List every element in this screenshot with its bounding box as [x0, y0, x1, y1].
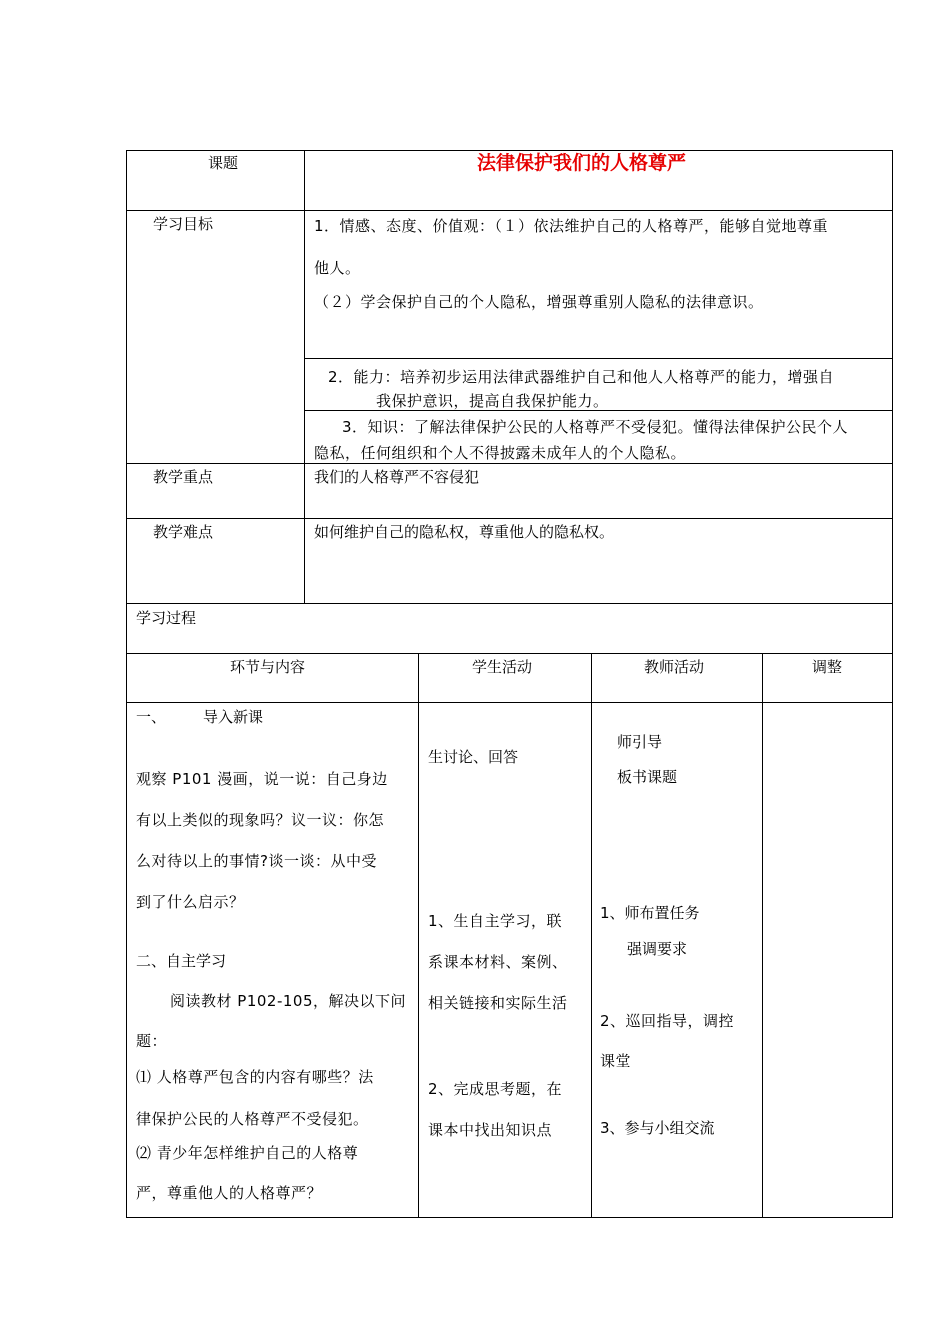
- teacher-activity-5-line: 课堂: [600, 1052, 632, 1070]
- section-1-title: 导入新课: [203, 708, 264, 726]
- row-divider: [126, 518, 893, 519]
- col-divider: [762, 653, 763, 1218]
- col-divider: [418, 653, 419, 1218]
- section-2-line: 严，尊重他人的人格尊严？: [136, 1184, 323, 1202]
- section-2-line: 律保护公民的人格尊严不受侵犯。: [136, 1110, 369, 1128]
- row-divider: [126, 603, 893, 604]
- table-border-right: [892, 150, 893, 1218]
- col-divider: [304, 150, 305, 604]
- row-divider: [126, 702, 893, 703]
- teacher-activity-2: 板书课题: [617, 768, 678, 786]
- col-divider: [591, 653, 592, 1218]
- goal-1-line-2: 他人。: [314, 259, 361, 277]
- table-border-bottom: [126, 1217, 893, 1218]
- student-activity-2-line: 相关链接和实际生活: [428, 994, 568, 1012]
- table-border-top: [126, 150, 893, 151]
- goal-3-line-1: 3．知识：了解法律保护公民的人格尊严不受侵犯。懂得法律保护公民个人: [342, 418, 849, 436]
- teacher-activity-6: 3、参与小组交流: [600, 1119, 715, 1137]
- col-header-teacher: 教师活动: [644, 658, 705, 676]
- table-border-left: [126, 150, 127, 1218]
- section-1-number: 一、: [136, 708, 167, 726]
- goal-1-line-3: （２）学会保护自己的个人隐私，增强尊重别人隐私的法律意识。: [314, 293, 764, 311]
- difficulty-text: 如何维护自己的隐私权，尊重他人的隐私权。: [314, 523, 615, 541]
- goals-label: 学习目标: [153, 215, 214, 233]
- topic-label: 课题: [208, 154, 239, 172]
- section-2-line: 阅读教材 P102-105，解决以下问: [170, 992, 406, 1010]
- student-activity-2-line: 1、生自主学习，联: [428, 912, 563, 930]
- col-header-content: 环节与内容: [230, 658, 306, 676]
- teacher-activity-5-line: 2、巡回指导，调控: [600, 1012, 735, 1030]
- teacher-activity-3: 1、师布置任务: [600, 904, 700, 922]
- section-1-line: 有以上类似的现象吗？议一议：你怎: [136, 811, 385, 829]
- goal-2-line-1: 2．能力：培养初步运用法律武器维护自己和他人人格尊严的能力，增强自: [328, 368, 835, 386]
- col-header-student: 学生活动: [472, 658, 533, 676]
- difficulty-label: 教学难点: [153, 523, 214, 541]
- section-2-line: ⑵ 青少年怎样维护自己的人格尊: [136, 1144, 359, 1162]
- teacher-activity-4: 强调要求: [627, 940, 688, 958]
- section-1-line: 观察 P101 漫画，说一说：自己身边: [136, 770, 388, 788]
- row-divider: [304, 358, 893, 359]
- row-divider: [126, 463, 893, 464]
- student-activity-2-line: 系课本材料、案例、: [428, 953, 568, 971]
- key-point-label: 教学重点: [153, 468, 214, 486]
- goal-2-line-2: 我保护意识，提高自我保护能力。: [376, 392, 609, 410]
- student-activity-3-line: 2、完成思考题，在: [428, 1080, 563, 1098]
- key-point-text: 我们的人格尊严不容侵犯: [314, 468, 480, 486]
- student-activity-1: 生讨论、回答: [428, 748, 519, 766]
- lesson-title: 法律保护我们的人格尊严: [477, 152, 687, 174]
- student-activity-3-line: 课本中找出知识点: [428, 1121, 553, 1139]
- process-label: 学习过程: [136, 609, 197, 627]
- section-1-line: 到了什么启示？: [136, 893, 245, 911]
- teacher-activity-1: 师引导: [617, 733, 663, 751]
- section-2-line: ⑴ 人格尊严包含的内容有哪些？法: [136, 1068, 374, 1086]
- section-2-title: 二、自主学习: [136, 952, 227, 970]
- row-divider: [126, 653, 893, 654]
- section-2-line: 题：: [136, 1032, 168, 1050]
- goal-1-line-1: 1．情感、态度、价值观：（１）依法维护自己的人格尊严，能够自觉地尊重: [314, 217, 829, 235]
- row-divider: [126, 210, 893, 211]
- goal-3-line-2: 隐私，任何组织和个人不得披露未成年人的个人隐私。: [314, 444, 687, 462]
- col-header-adjust: 调整: [812, 658, 843, 676]
- section-1-line: 么对待以上的事情?谈一谈：从中受: [136, 852, 377, 870]
